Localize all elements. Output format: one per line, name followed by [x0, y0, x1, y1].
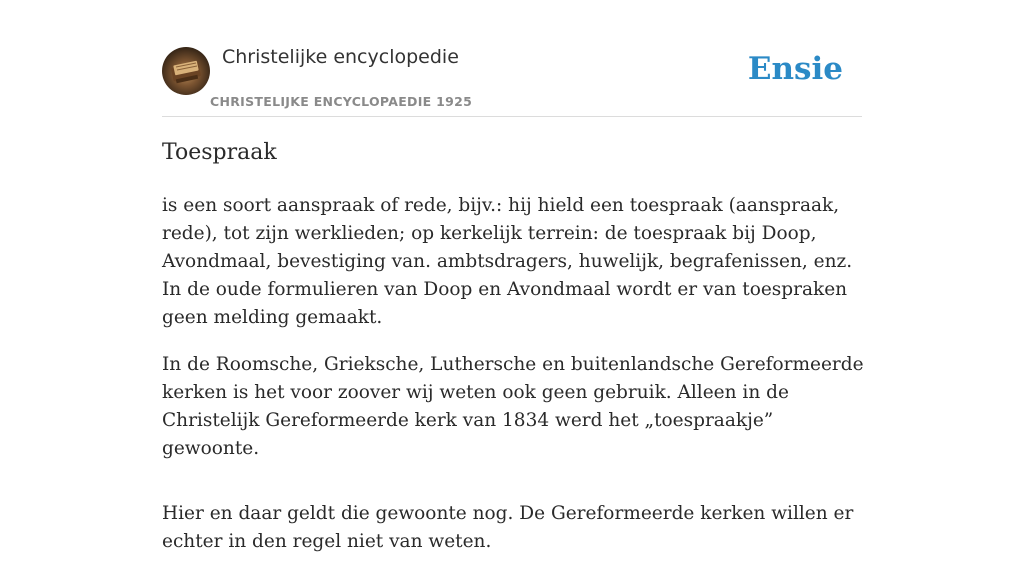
source-title[interactable]: Christelijke encyclopedie [222, 46, 459, 68]
brand-logo[interactable]: Ensie [747, 51, 843, 87]
source-subtitle: CHRISTELIJKE ENCYCLOPAEDIE 1925 [210, 94, 473, 109]
book-icon[interactable] [162, 47, 210, 95]
source-header [162, 46, 862, 117]
article-body [162, 192, 864, 575]
article-paragraph: In de Roomsche, Grieksche, Luthersche en buitenlandsche Gereformeerde kerken is het voor zoover wij weten ook geen gebruik. Alleen in de Christelijk Gereformeerde kerk van 1834 werd het „toespraakje” gewoonte. [162, 354, 864, 459]
article-title: Toespraak [162, 140, 277, 165]
article-paragraph: Hier en daar geldt die gewoonte nog. De Gereformeerde kerken willen er echter in den regel niet van weten. [162, 503, 854, 552]
article-paragraph: is een soort aanspraak of rede, bijv.: hij hield een toespraak (aanspraak, rede), tot zijn werklieden; op kerkelijk terrein: de toespraak bij Doop, Avondmaal, bevestiging van. ambtsdragers, huwelijk, begrafenissen, enz. In de oude formulieren van Doop en Avondmaal wordt er van toespraken geen melding gemaakt. [162, 195, 853, 328]
